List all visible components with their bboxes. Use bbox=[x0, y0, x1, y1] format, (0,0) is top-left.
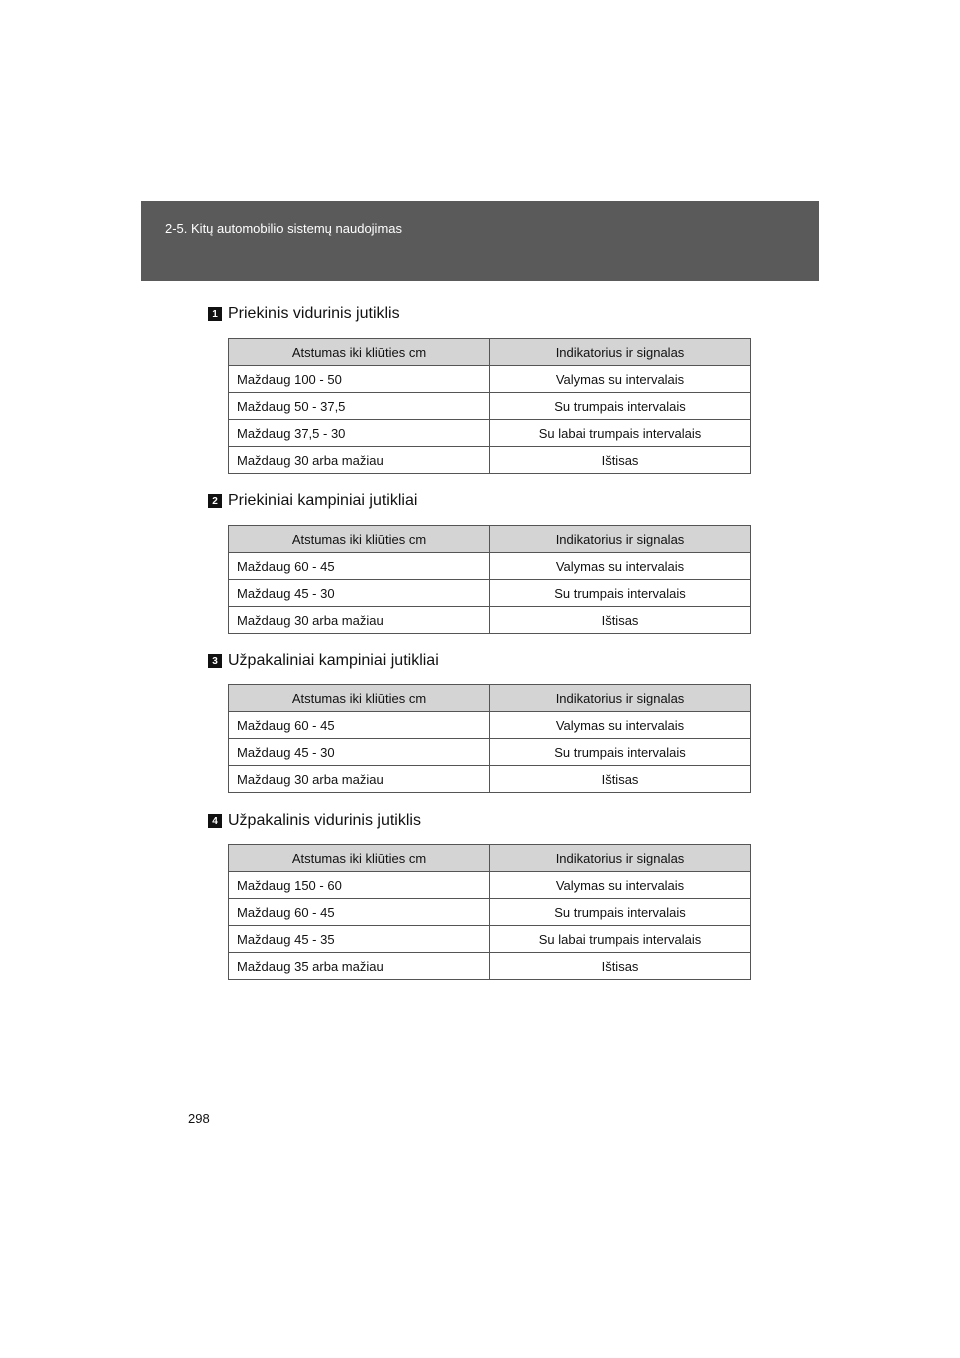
section-number-badge: 4 bbox=[208, 814, 222, 828]
table-header-row bbox=[229, 526, 751, 553]
signal-cell: Ištisas bbox=[490, 447, 751, 474]
signal-cell: Su trumpais intervalais bbox=[490, 899, 751, 926]
table-row bbox=[229, 553, 751, 580]
distance-table-2 bbox=[228, 525, 751, 634]
header-signal: Indikatorius ir signalas bbox=[490, 339, 751, 366]
table-header-row bbox=[229, 845, 751, 872]
table-header-row bbox=[229, 685, 751, 712]
distance-cell: Maždaug 35 arba mažiau bbox=[229, 953, 490, 980]
signal-cell: Su trumpais intervalais bbox=[490, 393, 751, 420]
section-number-badge: 1 bbox=[208, 307, 222, 321]
section-number-badge: 2 bbox=[208, 494, 222, 508]
table-row bbox=[229, 872, 751, 899]
distance-cell: Maždaug 100 - 50 bbox=[229, 366, 490, 393]
distance-cell: Maždaug 150 - 60 bbox=[229, 872, 490, 899]
header-signal: Indikatorius ir signalas bbox=[490, 685, 751, 712]
distance-cell: Maždaug 30 arba mažiau bbox=[229, 766, 490, 793]
header-signal: Indikatorius ir signalas bbox=[490, 845, 751, 872]
section-title: Priekinis vidurinis jutiklis bbox=[228, 305, 400, 322]
table-row bbox=[229, 739, 751, 766]
signal-cell: Su trumpais intervalais bbox=[490, 739, 751, 766]
signal-cell: Ištisas bbox=[490, 953, 751, 980]
signal-cell: Su labai trumpais intervalais bbox=[490, 420, 751, 447]
distance-table-4 bbox=[228, 844, 751, 980]
section-heading-3 bbox=[212, 650, 439, 672]
distance-table-3 bbox=[228, 684, 751, 793]
distance-cell: Maždaug 60 - 45 bbox=[229, 712, 490, 739]
header-distance: Atstumas iki kliūties cm bbox=[229, 526, 490, 553]
header-signal: Indikatorius ir signalas bbox=[490, 526, 751, 553]
table-row bbox=[229, 580, 751, 607]
chapter-title: 2-5. Kitų automobilio sistemų naudojimas bbox=[165, 221, 403, 236]
signal-cell: Su trumpais intervalais bbox=[490, 580, 751, 607]
section-title: Užpakalinis vidurinis jutiklis bbox=[228, 812, 421, 829]
table-row bbox=[229, 366, 751, 393]
distance-cell: Maždaug 45 - 35 bbox=[229, 926, 490, 953]
section-heading-1 bbox=[212, 303, 400, 325]
section-heading-4 bbox=[212, 810, 421, 832]
distance-cell: Maždaug 60 - 45 bbox=[229, 553, 490, 580]
signal-cell: Valymas su intervalais bbox=[490, 872, 751, 899]
table-row bbox=[229, 926, 751, 953]
header-distance: Atstumas iki kliūties cm bbox=[229, 339, 490, 366]
section-title: Priekiniai kampiniai jutikliai bbox=[228, 492, 418, 509]
signal-cell: Su labai trumpais intervalais bbox=[490, 926, 751, 953]
distance-cell: Maždaug 45 - 30 bbox=[229, 739, 490, 766]
distance-cell: Maždaug 45 - 30 bbox=[229, 580, 490, 607]
signal-cell: Ištisas bbox=[490, 607, 751, 634]
table-header-row bbox=[229, 339, 751, 366]
signal-cell: Valymas su intervalais bbox=[490, 712, 751, 739]
distance-cell: Maždaug 60 - 45 bbox=[229, 899, 490, 926]
distance-cell: Maždaug 30 arba mažiau bbox=[229, 607, 490, 634]
table-row bbox=[229, 607, 751, 634]
table-row bbox=[229, 712, 751, 739]
signal-cell: Valymas su intervalais bbox=[490, 366, 751, 393]
table-row bbox=[229, 766, 751, 793]
signal-cell: Ištisas bbox=[490, 766, 751, 793]
header-distance: Atstumas iki kliūties cm bbox=[229, 685, 490, 712]
table-row bbox=[229, 899, 751, 926]
signal-cell: Valymas su intervalais bbox=[490, 553, 751, 580]
table-row bbox=[229, 393, 751, 420]
distance-cell: Maždaug 37,5 - 30 bbox=[229, 420, 490, 447]
distance-cell: Maždaug 50 - 37,5 bbox=[229, 393, 490, 420]
distance-table-1 bbox=[228, 338, 751, 474]
section-number-badge: 3 bbox=[208, 654, 222, 668]
table-row bbox=[229, 420, 751, 447]
section-heading-2 bbox=[212, 490, 418, 512]
header-distance: Atstumas iki kliūties cm bbox=[229, 845, 490, 872]
distance-cell: Maždaug 30 arba mažiau bbox=[229, 447, 490, 474]
page-number: 298 bbox=[188, 1111, 210, 1126]
section-title: Užpakaliniai kampiniai jutikliai bbox=[228, 652, 439, 669]
table-row bbox=[229, 953, 751, 980]
table-row bbox=[229, 447, 751, 474]
chapter-header-bar bbox=[141, 201, 819, 281]
